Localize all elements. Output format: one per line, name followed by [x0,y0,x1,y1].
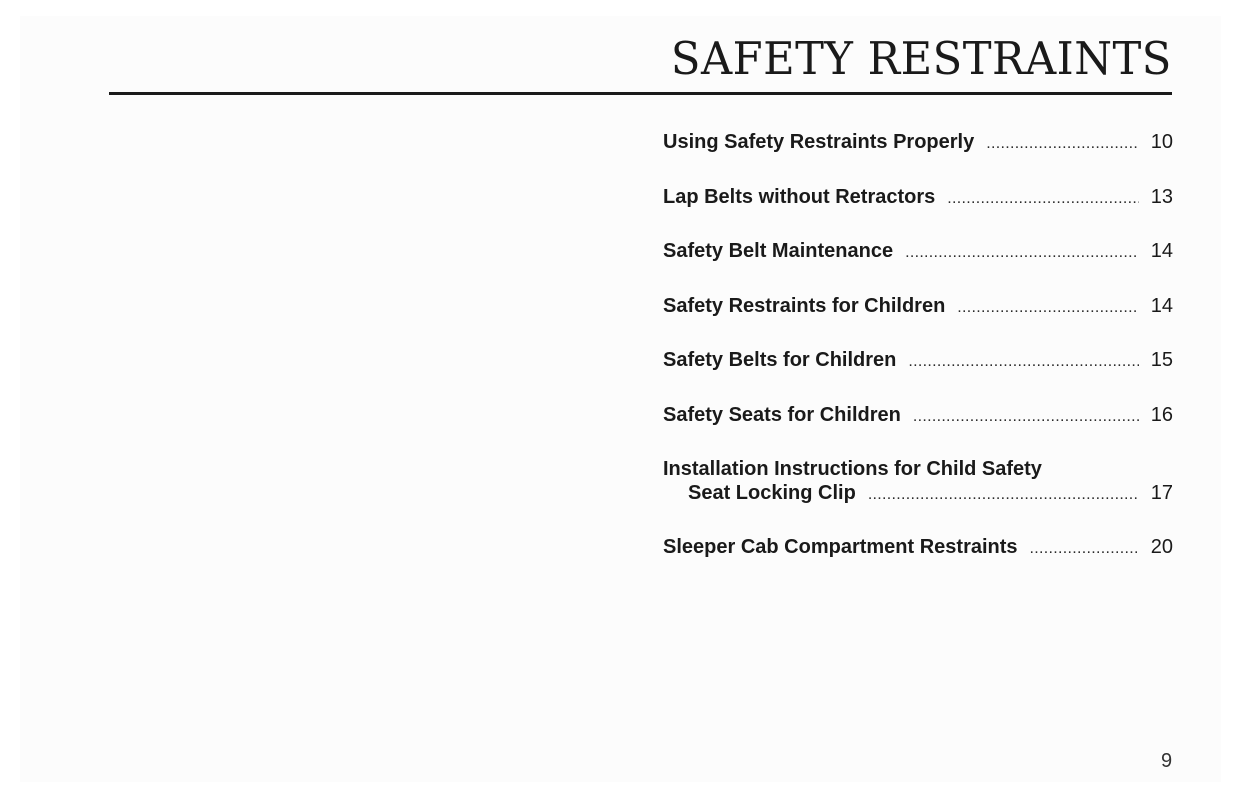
dot-leader [1030,540,1139,558]
toc-entry [663,349,1173,404]
dot-leader [908,353,1139,371]
toc-entry [663,295,1173,350]
toc-entry [663,186,1173,241]
title-rule [109,92,1172,95]
toc-entry-label: Safety Restraints for Children [663,294,946,317]
toc-entry-label: Safety Seats for Children [663,403,901,426]
dot-leader [868,486,1139,504]
toc-entry [663,240,1173,295]
toc-entry [663,404,1173,459]
dot-leader [957,299,1139,317]
toc-entry-label: Using Safety Restraints Properly [663,131,975,153]
dot-leader [905,244,1139,262]
toc-entry [663,131,1173,186]
toc-entry [663,458,1173,536]
toc-entry-page: 14 [1150,294,1173,317]
toc-entry-page: 15 [1150,349,1173,371]
toc-entry-continuation [663,482,1173,505]
dot-leader [913,408,1139,426]
page-title: SAFETY RESTRAINTS [671,32,1172,85]
dot-leader [986,135,1139,153]
toc-entry-page: 20 [1150,536,1173,558]
toc-entry-page: 13 [1150,185,1173,208]
toc-entry-page: 10 [1150,131,1173,153]
toc-entry-label-line1: Installation Instructions for Child Safety [663,458,1042,480]
toc-entry-label: Lap Belts without Retractors [663,185,936,208]
toc-entry [663,536,1173,591]
dot-leader [947,190,1139,208]
page-number: 9 [1161,750,1173,772]
toc-entry-label-line2: Seat Locking Clip [688,482,856,504]
table-of-contents [663,131,1173,591]
toc-entry-page: 14 [1150,240,1173,262]
toc-entry-page: 17 [1150,482,1173,504]
toc-entry-label: Safety Belt Maintenance [663,240,894,262]
toc-entry-label: Sleeper Cab Compartment Restraints [663,536,1018,558]
toc-entry-label: Safety Belts for Children [663,349,897,371]
toc-entry-page: 16 [1150,403,1173,426]
